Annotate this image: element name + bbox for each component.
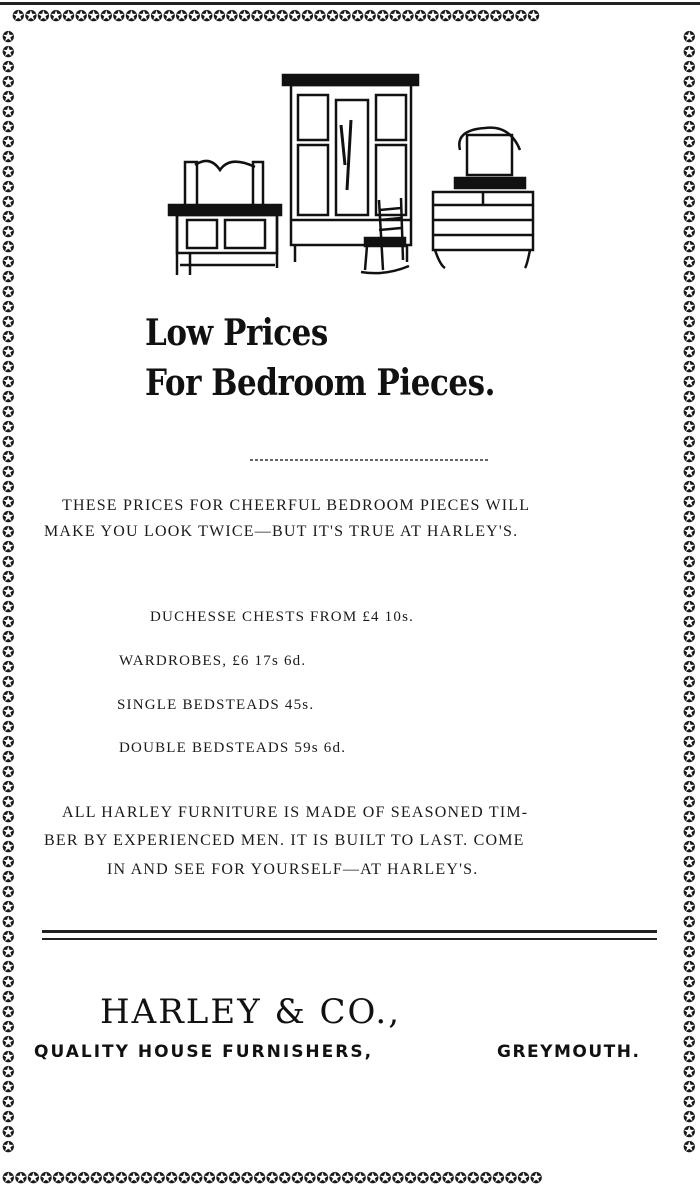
outro-line-3: IN AND SEE FOR YOURSELF—AT HARLEY'S. xyxy=(107,861,479,878)
wardrobe-drawing xyxy=(283,75,418,262)
price-item-wardrobes: WARDROBES, £6 17s 6d. xyxy=(119,653,307,669)
price-item-duchesse-chests: DUCHESSE CHESTS FROM £4 10s. xyxy=(150,609,415,625)
intro-line-2: MAKE YOU LOOK TWICE—BUT IT'S TRUE AT HARLEY'S. xyxy=(44,523,519,540)
washstand-drawing xyxy=(169,161,281,275)
outro-line-1: ALL HARLEY FURNITURE IS MADE OF SEASONED TIM- xyxy=(62,804,529,821)
footer-rule-thin xyxy=(42,938,657,940)
headline-line-1: Low Prices xyxy=(145,312,328,354)
ornamental-divider xyxy=(250,456,490,464)
company-town: GREYMOUTH. xyxy=(497,1042,641,1062)
ornamental-border-bottom: ✪✪✪✪✪✪✪✪✪✪✪✪✪✪✪✪✪✪✪✪✪✪✪✪✪✪✪✪✪✪✪✪✪✪✪✪✪✪✪✪✪✪✪ xyxy=(2,1170,543,1187)
bedroom-furniture-illustration xyxy=(155,70,555,285)
headline-line-2: For Bedroom Pieces. xyxy=(145,362,496,404)
dressing-table-drawing xyxy=(433,128,533,268)
price-item-single-bedsteads: SINGLE BEDSTEADS 45s. xyxy=(117,697,315,713)
company-tagline: QUALITY HOUSE FURNISHERS, xyxy=(34,1042,374,1062)
price-item-double-bedsteads: DOUBLE BEDSTEADS 59s 6d. xyxy=(119,740,347,756)
company-name: HARLEY & CO., xyxy=(100,992,402,1032)
footer-rule-thick xyxy=(42,930,657,933)
ornamental-border-top: ✪✪✪✪✪✪✪✪✪✪✪✪✪✪✪✪✪✪✪✪✪✪✪✪✪✪✪✪✪✪✪✪✪✪✪✪✪✪✪✪✪✪ xyxy=(12,8,540,25)
ornamental-border-left: ✪✪✪✪✪✪✪✪✪✪✪✪✪✪✪✪✪✪✪✪✪✪✪✪✪✪✪✪✪✪✪✪✪✪✪✪✪✪✪✪✪✪✪✪✪✪✪✪✪✪✪✪✪✪✪✪✪✪✪✪✪✪✪✪✪✪✪✪✪✪✪✪✪✪✪ xyxy=(2,30,15,1156)
intro-line-1: THESE PRICES FOR CHEERFUL BEDROOM PIECES WILL xyxy=(62,497,531,514)
ornamental-border-right: ✪✪✪✪✪✪✪✪✪✪✪✪✪✪✪✪✪✪✪✪✪✪✪✪✪✪✪✪✪✪✪✪✪✪✪✪✪✪✪✪✪✪✪✪✪✪✪✪✪✪✪✪✪✪✪✪✪✪✪✪✪✪✪✪✪✪✪✪✪✪✪✪✪✪✪ xyxy=(683,30,696,1156)
outro-line-2: BER BY EXPERIENCED MEN. IT IS BUILT TO LAST. COME xyxy=(44,832,525,849)
top-rule xyxy=(0,2,700,5)
